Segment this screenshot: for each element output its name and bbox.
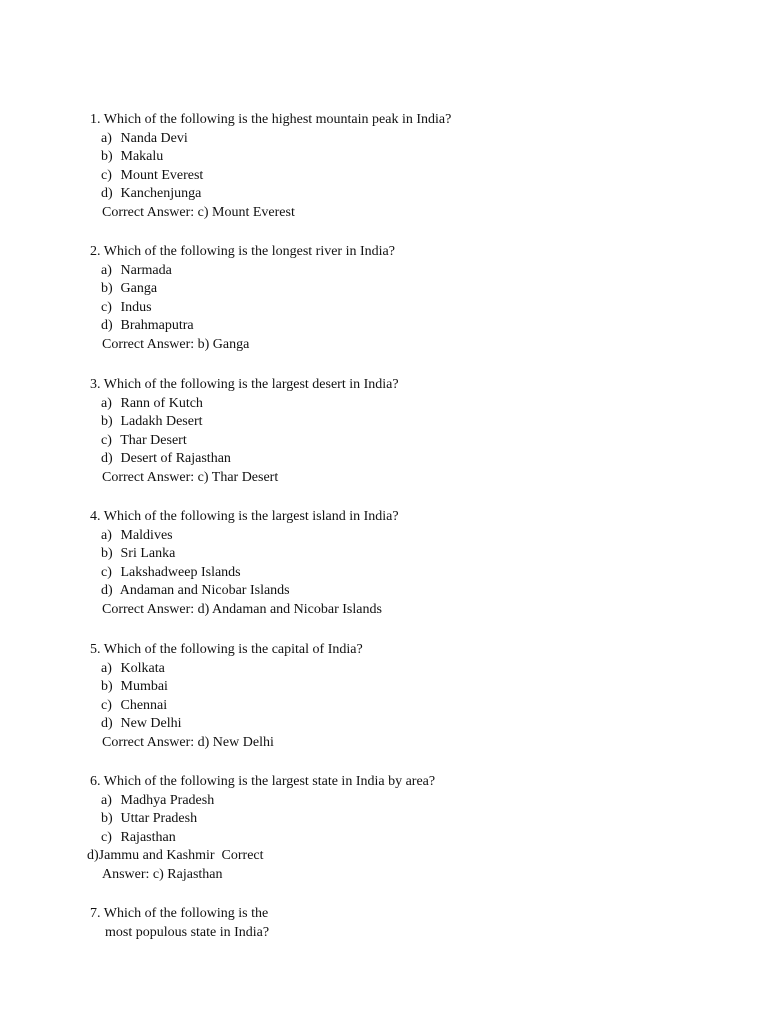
question-2 bbox=[90, 243, 690, 355]
option-b bbox=[90, 413, 690, 432]
option-d bbox=[90, 317, 690, 336]
option-letter: a) bbox=[101, 262, 112, 278]
question-number: 1. bbox=[90, 112, 101, 127]
question-prompt: Which of the following is the highest mountain peak in India? bbox=[103, 112, 452, 127]
option-text: Maldives bbox=[120, 527, 173, 543]
option-letter: c) bbox=[101, 432, 112, 448]
correct-answer: Correct Answer: d) New Delhi bbox=[102, 734, 274, 750]
option-b bbox=[90, 810, 690, 829]
correct-answer: Correct Answer: c) Mount Everest bbox=[102, 204, 295, 220]
question-4 bbox=[90, 508, 690, 620]
option-letter: a) bbox=[101, 527, 112, 543]
option-letter: d) bbox=[101, 583, 113, 599]
option-text: Mumbai bbox=[120, 679, 168, 695]
question-text bbox=[90, 641, 690, 660]
correct-answer: Correct Answer: d) Andaman and Nicobar Islands bbox=[102, 601, 382, 617]
option-b bbox=[90, 545, 690, 564]
option-text: Mount Everest bbox=[120, 167, 204, 183]
question-6 bbox=[87, 773, 690, 885]
option-text: Narmada bbox=[120, 262, 172, 278]
option-c bbox=[90, 564, 690, 583]
option-a bbox=[90, 130, 690, 149]
option-c bbox=[90, 829, 690, 848]
option-text: Indus bbox=[120, 299, 152, 315]
option-b bbox=[90, 678, 690, 697]
option-letter: d) bbox=[101, 451, 113, 467]
option-letter: a) bbox=[101, 792, 112, 808]
option-a bbox=[90, 395, 690, 414]
option-text: Madhya Pradesh bbox=[120, 792, 215, 808]
option-c bbox=[90, 697, 690, 716]
option-text: Sri Lanka bbox=[120, 546, 176, 562]
option-text: Ladakh Desert bbox=[120, 414, 203, 430]
correct-answer: Answer: c) Rajasthan bbox=[102, 866, 223, 882]
option-letter: a) bbox=[101, 395, 112, 411]
option-letter: a) bbox=[101, 130, 112, 146]
question-text bbox=[90, 376, 690, 395]
question-text bbox=[90, 773, 690, 792]
question-prompt-continued: most populous state in India? bbox=[105, 924, 270, 940]
option-text: Kanchenjunga bbox=[120, 186, 202, 202]
option-c bbox=[90, 167, 690, 186]
option-a bbox=[90, 660, 690, 679]
option-letter: b) bbox=[101, 811, 113, 827]
question-text bbox=[90, 111, 690, 130]
question-text bbox=[90, 905, 690, 924]
option-letter: c) bbox=[101, 697, 112, 713]
option-letter: d) bbox=[101, 318, 113, 334]
question-prompt: Which of the following is the largest desert in India? bbox=[103, 377, 399, 392]
question-text bbox=[90, 508, 690, 527]
option-text: Andaman and Nicobar Islands bbox=[119, 583, 290, 599]
question-prompt: Which of the following is the longest river in India? bbox=[103, 244, 395, 259]
question-number: 5. bbox=[90, 642, 101, 657]
question-number: 7. bbox=[90, 906, 101, 921]
option-letter: b) bbox=[101, 281, 113, 297]
option-letter: b) bbox=[101, 149, 113, 165]
option-letter: d) bbox=[101, 716, 113, 732]
question-number: 4. bbox=[90, 509, 101, 524]
question-3 bbox=[90, 376, 690, 488]
option-letter: c) bbox=[101, 564, 112, 580]
option-letter: d) bbox=[101, 186, 113, 202]
option-text: Kolkata bbox=[120, 660, 165, 676]
option-d bbox=[90, 715, 690, 734]
option-a bbox=[90, 262, 690, 281]
option-text: Ganga bbox=[120, 281, 158, 297]
question-number: 6. bbox=[90, 774, 101, 789]
correct-answer: Correct Answer: b) Ganga bbox=[102, 336, 250, 352]
option-d-with-answer-label: d)Jammu and Kashmir Correct bbox=[87, 848, 264, 864]
option-a bbox=[90, 527, 690, 546]
question-text bbox=[90, 243, 690, 262]
option-a bbox=[90, 792, 690, 811]
question-prompt: Which of the following is the largest island in India? bbox=[103, 509, 399, 524]
option-c bbox=[90, 299, 690, 318]
option-text: Makalu bbox=[120, 149, 164, 165]
question-prompt: Which of the following is the capital of India? bbox=[103, 642, 363, 657]
option-text: Lakshadweep Islands bbox=[120, 564, 241, 580]
option-c bbox=[90, 432, 690, 451]
option-d bbox=[90, 582, 690, 601]
option-d bbox=[90, 450, 690, 469]
option-text: Rajasthan bbox=[120, 829, 176, 845]
option-letter: b) bbox=[101, 679, 113, 695]
question-prompt: Which of the following is the bbox=[103, 906, 269, 921]
option-letter: c) bbox=[101, 167, 112, 183]
option-text: Nanda Devi bbox=[120, 130, 188, 146]
question-5 bbox=[90, 641, 690, 753]
correct-answer: Correct Answer: c) Thar Desert bbox=[102, 469, 279, 485]
option-letter: b) bbox=[101, 414, 113, 430]
question-1 bbox=[90, 111, 690, 223]
option-letter: b) bbox=[101, 546, 113, 562]
option-b bbox=[90, 280, 690, 299]
question-number: 2. bbox=[90, 244, 101, 259]
question-prompt: Which of the following is the largest state in India by area? bbox=[103, 774, 436, 789]
option-letter: a) bbox=[101, 660, 112, 676]
option-b bbox=[90, 148, 690, 167]
option-letter: c) bbox=[101, 829, 112, 845]
option-d bbox=[90, 185, 690, 204]
question-number: 3. bbox=[90, 377, 101, 392]
option-letter: c) bbox=[101, 299, 112, 315]
option-text: Rann of Kutch bbox=[120, 395, 203, 411]
option-text: Desert of Rajasthan bbox=[120, 451, 231, 467]
option-text: Uttar Pradesh bbox=[120, 811, 198, 827]
option-text: Chennai bbox=[120, 697, 168, 713]
question-7 bbox=[90, 905, 690, 942]
option-text: Thar Desert bbox=[120, 432, 187, 448]
option-text: New Delhi bbox=[120, 716, 182, 732]
option-text: Brahmaputra bbox=[120, 318, 194, 334]
